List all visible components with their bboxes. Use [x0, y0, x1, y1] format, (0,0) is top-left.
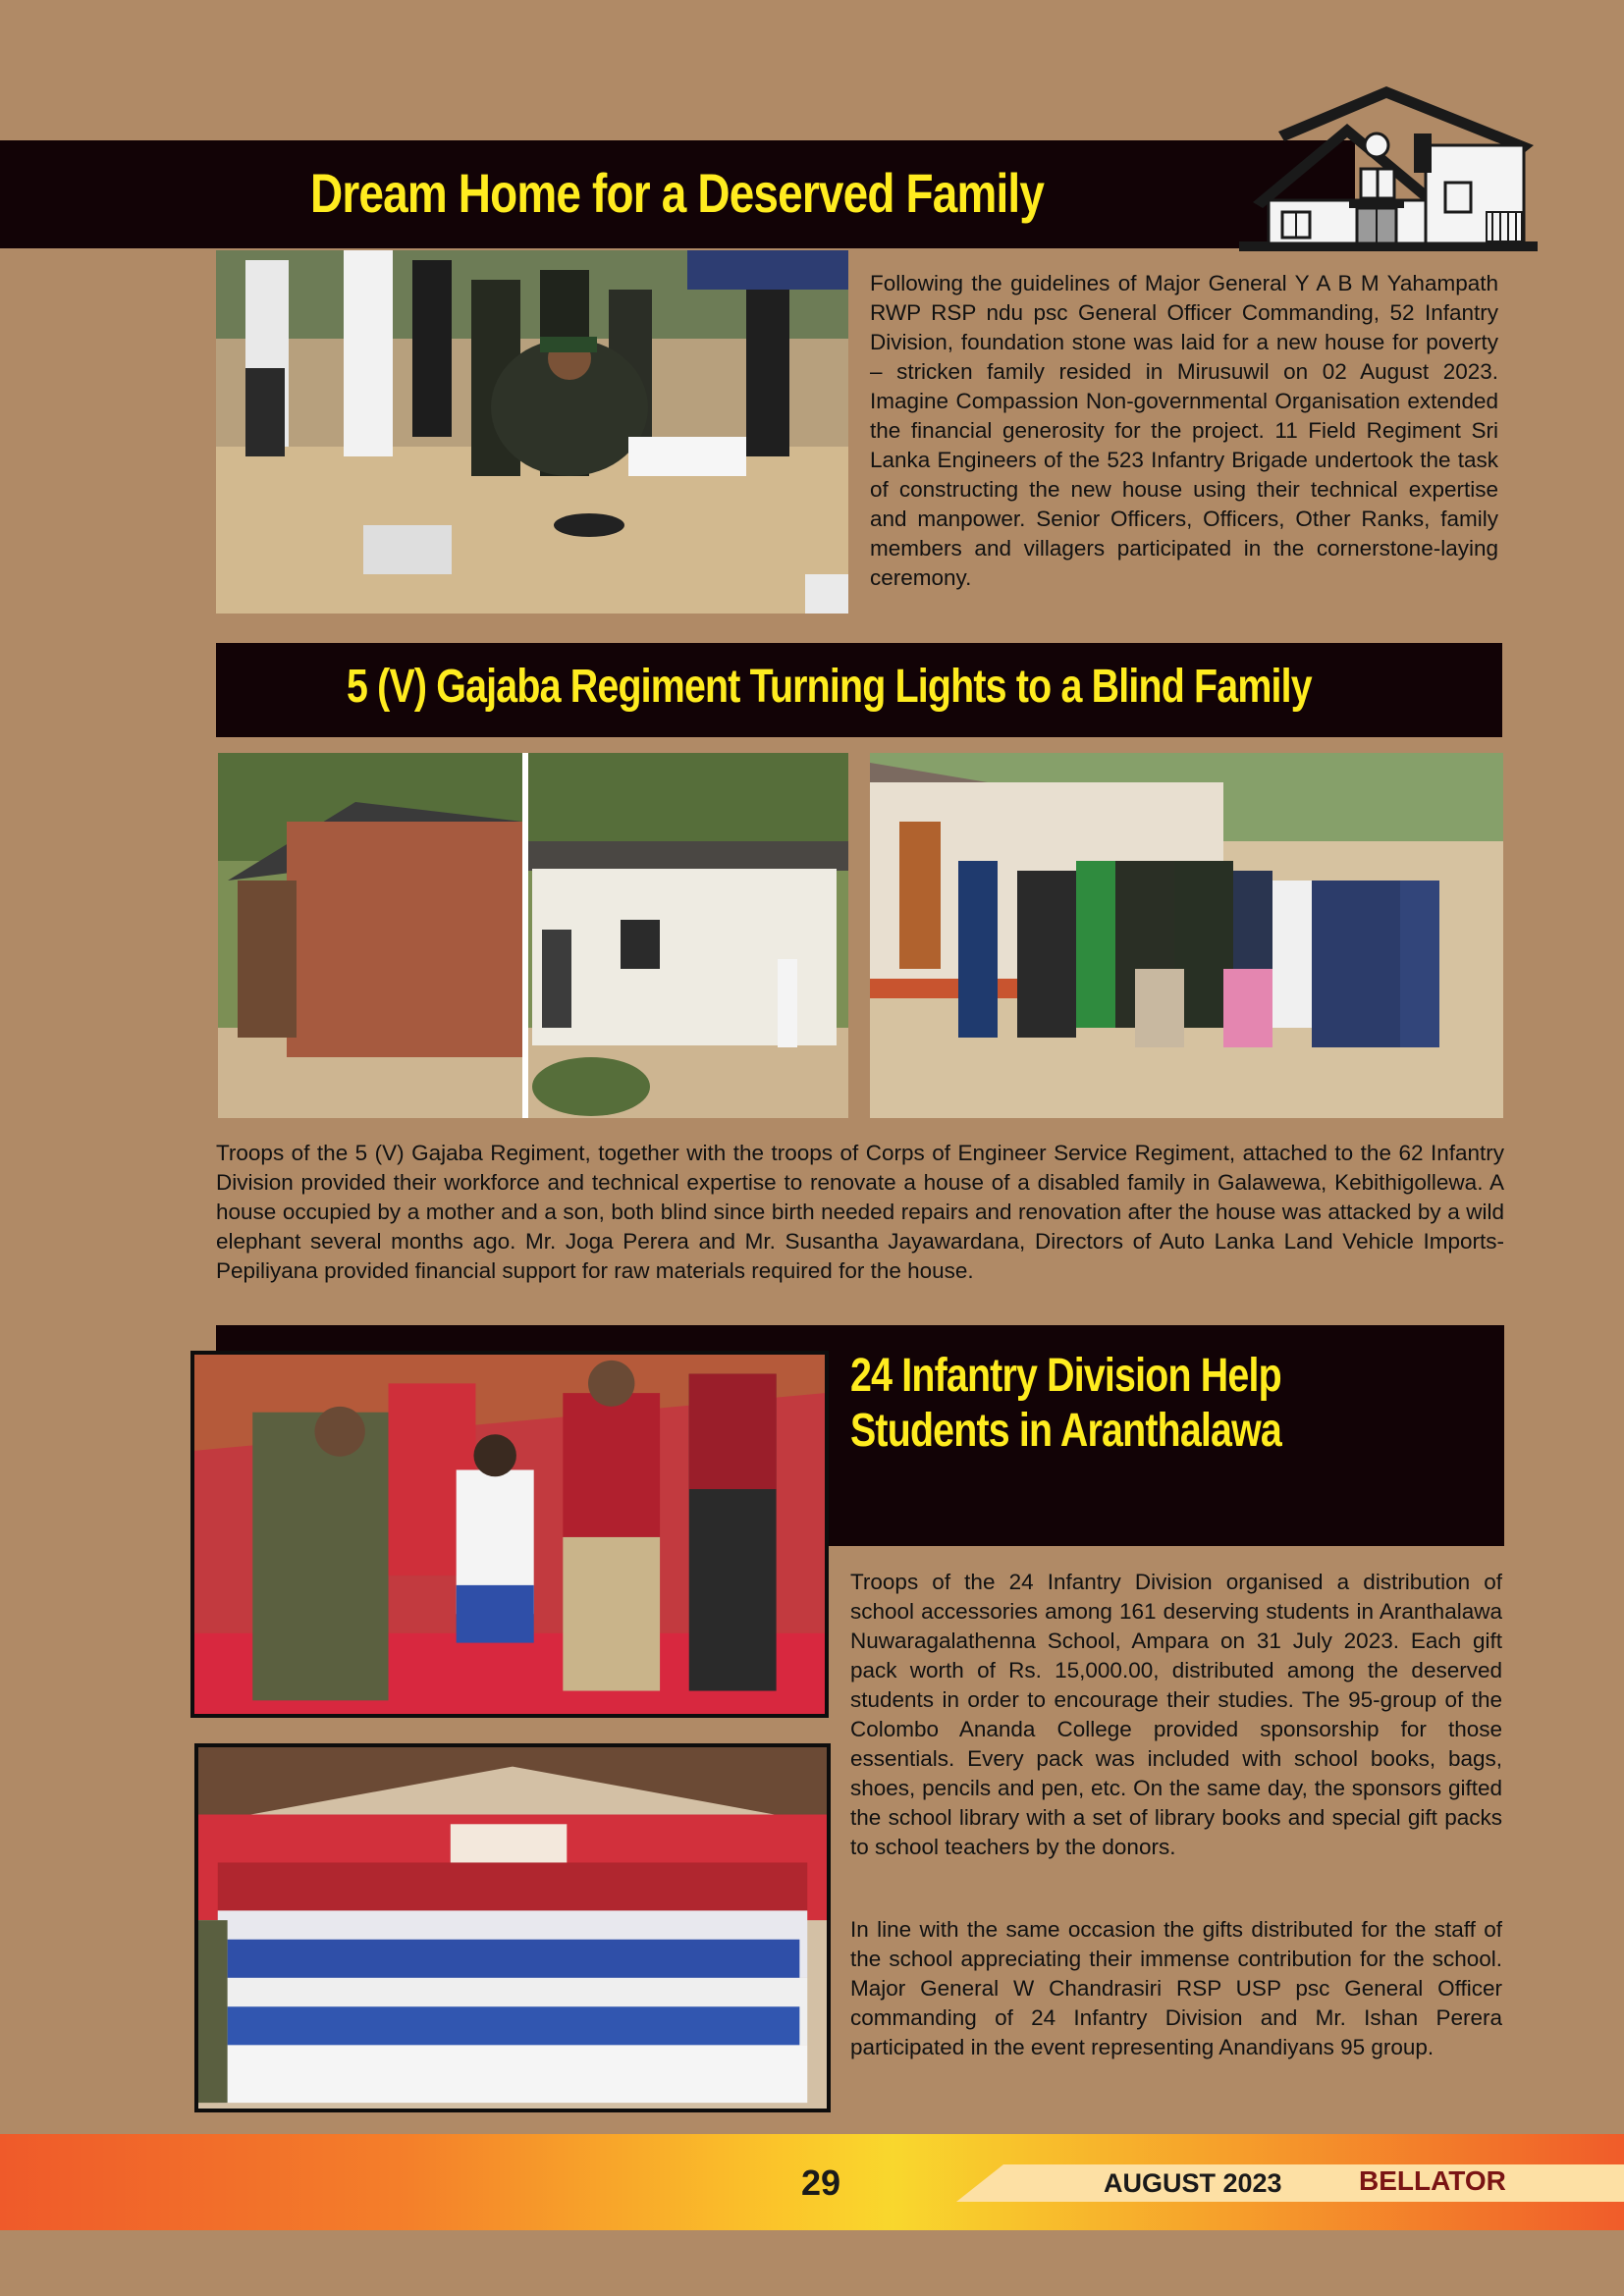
article3-title-line1: 24 Infantry Division Help: [850, 1350, 1281, 1402]
article2-title: 5 (V) Gajaba Regiment Turning Lights to a Blind Family: [347, 661, 1312, 713]
article1-body: Following the guidelines of Major General Y A B M Yahampath RWP RSP ndu psc General Officer Commanding, 52 Infantry Division, foundation stone was laid for a new house for poverty – stricken family resided in Mirusuwil on 02 August 2023. Imagine Compassion Non-governmental Organisation extended the financial generosity for the project. 11 Field Regiment Sri Lanka Engineers of the 523 Infantry Brigade undertook the task of constructing the new house using their technical expertise and manpower. Senior Officers, Officers, Other Ranks, family members and villagers participated in the cornerstone-laying ceremony.: [870, 271, 1498, 590]
handover-group-photo: [870, 753, 1503, 1118]
foundation-ceremony-photo: [216, 250, 848, 614]
before-after-house-photo: [218, 753, 848, 1118]
article3-body-paragraph1: Troops of the 24 Infantry Division organised a distribution of school accessories among 161 deserving students in Aranthalawa Nuwaragalathenna School, Ampara on 31 July 2023. Each gift pack worth of Rs. 15,000.00, distributed among the deserved students in order to encourage their studies. The 95-group of the Colombo Ananda College provided sponsorship for those essentials. Every pack was included with school books, bags, shoes, pencils and pen, etc. On the same day, the sponsors gifted the school library with a set of library books and special gift packs to school teachers by the donors.: [850, 1570, 1502, 1859]
issue-date: AUGUST 2023: [1104, 2168, 1282, 2198]
magazine-name: BELLATOR: [1359, 2165, 1506, 2196]
article3-title-line2: Students in Aranthalawa: [850, 1405, 1281, 1457]
article3-body-paragraph2: In line with the same occasion the gifts distributed for the staff of the school appreciating their immense contribution for the school. Major General W Chandrasiri RSP USP psc General Officer commanding of 24 Infantry Division and Mr. Ishan Perera participated in the event representing Anandiyans 95 group.: [850, 1917, 1502, 2059]
page-number: 29: [801, 2163, 841, 2203]
students-group-photo: [194, 1743, 831, 2112]
footer-strip: [956, 2164, 1624, 2202]
gift-distribution-photo: [190, 1351, 829, 1718]
article1-title: Dream Home for a Deserved Family: [310, 162, 1045, 224]
house-icon: [1239, 84, 1538, 253]
article2-body: Troops of the 5 (V) Gajaba Regiment, together with the troops of Corps of Engineer Service Regiment, attached to the 62 Infantry Division provided their workforce and technical expertise to renovate a house of a disabled family in Galawewa, Kebithigollewa. A house occupied by a mother and a son, both blind since birth needed repairs and renovation after the house was attacked by a wild elephant several months ago. Mr. Joga Perera and Mr. Susantha Jayawardana, Directors of Auto Lanka Land Vehicle Imports-Pepiliyana provided financial support for raw materials required for the house.: [216, 1141, 1504, 1283]
